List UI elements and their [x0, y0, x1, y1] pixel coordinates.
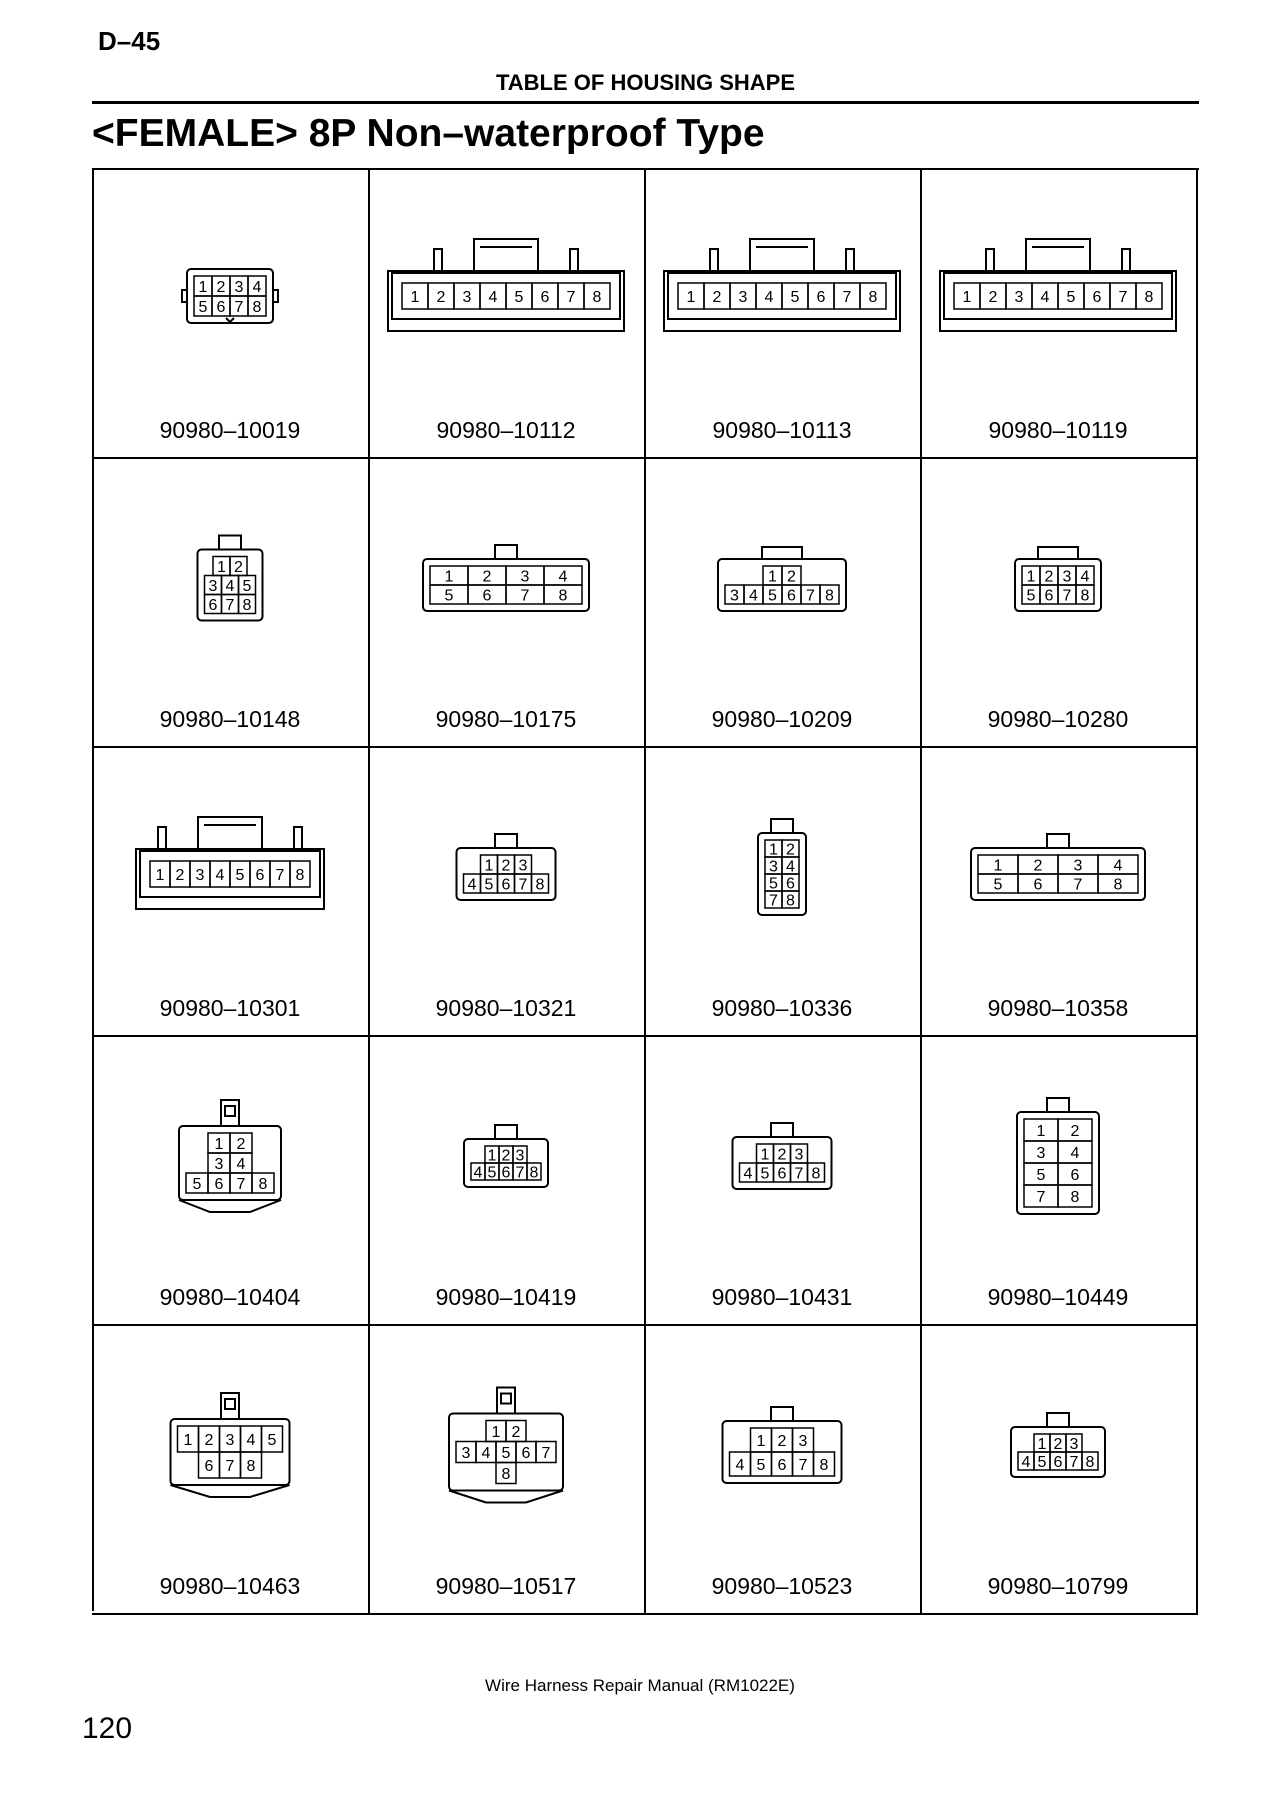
pin-number: 1 [1037, 1436, 1047, 1453]
pin-number: 5 [235, 867, 245, 884]
pin-number: 8 [1085, 1454, 1095, 1471]
pin-number: 2 [234, 559, 243, 576]
pin-number: 7 [225, 1458, 235, 1475]
pin-number: 3 [518, 857, 528, 875]
connector-diagram [92, 457, 368, 692]
pin-number: 3 [225, 1432, 235, 1449]
pin-number: 6 [208, 597, 218, 614]
pin-number: 3 [1014, 289, 1024, 306]
connector-diagram [92, 1324, 368, 1559]
pin-number: 6 [204, 1458, 214, 1475]
connector-cell [920, 746, 1198, 1037]
pin-number: 8 [811, 1165, 821, 1183]
pin-number: 4 [1070, 1145, 1080, 1162]
pin-number: 7 [1036, 1189, 1046, 1206]
connector-cell [92, 457, 370, 748]
pin-number: 5 [768, 587, 777, 605]
pin-number: 5 [1036, 1167, 1046, 1184]
pin-number: 4 [749, 587, 758, 605]
pin-number: 2 [175, 867, 185, 884]
connector-diagram [920, 1035, 1196, 1270]
connector-diagram [368, 746, 644, 981]
pin-number: 6 [787, 587, 796, 605]
pin-number: 7 [769, 892, 778, 910]
connector-diagram [644, 746, 920, 981]
pin-number: 6 [1092, 289, 1102, 306]
pin-number: 7 [1069, 1454, 1079, 1471]
pin-number: 8 [242, 597, 252, 614]
pin-number: 8 [258, 1176, 268, 1193]
connector-diagram [368, 1324, 644, 1559]
pin-number: 8 [558, 587, 568, 605]
connector-cell [92, 1035, 370, 1326]
pin-number: 4 [481, 1445, 491, 1462]
part-number: 90980–10419 [435, 1284, 577, 1310]
pin-number: 4 [735, 1457, 745, 1474]
pin-number: 5 [484, 876, 494, 894]
pin-number: 2 [501, 1147, 511, 1165]
part-number: 90980–10358 [987, 995, 1129, 1021]
part-number: 90980–10301 [159, 995, 301, 1021]
connector-diagram [644, 1324, 920, 1559]
pin-number: 2 [1070, 1123, 1080, 1140]
connector-diagram [92, 168, 368, 403]
pin-number: 4 [225, 578, 235, 595]
pin-number: 2 [988, 289, 998, 306]
pin-number: 1 [444, 568, 454, 586]
connector-cell [920, 1035, 1198, 1326]
connector-cell [920, 457, 1198, 748]
connector-cell [644, 1035, 922, 1326]
part-number: 90980–10404 [159, 1284, 301, 1310]
pin-number: 2 [712, 289, 722, 306]
pin-number: 4 [236, 1156, 246, 1173]
connector-cell [368, 457, 646, 748]
pin-number: 2 [501, 857, 511, 875]
pin-number: 2 [1033, 857, 1043, 875]
connector-cell [644, 1324, 922, 1615]
part-number: 90980–10463 [159, 1573, 301, 1599]
pin-number: 7 [566, 289, 576, 306]
pin-number: 1 [1036, 1123, 1046, 1140]
housing-shape-table [92, 168, 1199, 1611]
section-title: TABLE OF HOUSING SHAPE [495, 70, 796, 95]
pin-number: 2 [1053, 1436, 1063, 1453]
pin-number: 3 [1062, 568, 1072, 586]
pin-number: 4 [764, 289, 774, 306]
part-number: 90980–10209 [711, 706, 853, 732]
pin-number: 5 [769, 875, 778, 893]
pin-number: 7 [1118, 289, 1128, 306]
pin-number: 3 [1073, 857, 1083, 875]
pin-number: 3 [208, 578, 218, 595]
page-id: D–45 [98, 26, 161, 56]
pin-number: 6 [816, 289, 826, 306]
connector-diagram [920, 1324, 1196, 1559]
pin-number: 3 [214, 1156, 224, 1173]
pin-number: 5 [756, 1457, 766, 1474]
pin-number: 8 [819, 1457, 829, 1474]
pin-number: 7 [806, 587, 815, 605]
pin-number: 1 [410, 289, 420, 306]
pin-number: 2 [204, 1432, 214, 1449]
pin-number: 8 [252, 299, 262, 316]
pin-number: 5 [1037, 1454, 1047, 1471]
pin-number: 7 [541, 1445, 551, 1462]
pin-number: 3 [515, 1147, 525, 1165]
pin-number: 1 [491, 1424, 501, 1441]
pin-number: 3 [730, 587, 739, 605]
pin-number: 8 [1113, 876, 1123, 894]
pin-number: 3 [798, 1433, 808, 1450]
pin-number: 4 [215, 867, 225, 884]
pin-number: 6 [1044, 587, 1054, 605]
pin-number: 8 [295, 867, 305, 884]
part-number: 90980–10336 [711, 995, 853, 1021]
connector-cell [92, 746, 370, 1037]
pin-number: 7 [225, 597, 235, 614]
pin-number: 7 [842, 289, 852, 306]
connector-diagram [92, 1035, 368, 1270]
pin-number: 7 [1062, 587, 1072, 605]
pin-number: 5 [1026, 587, 1036, 605]
connector-diagram [368, 1035, 644, 1270]
pin-number: 8 [868, 289, 878, 306]
part-number: 90980–10280 [987, 706, 1129, 732]
pin-number: 1 [198, 279, 208, 296]
pin-number: 1 [768, 568, 777, 586]
pin-number: 2 [436, 289, 446, 306]
pin-number: 1 [214, 1136, 224, 1153]
pin-number: 6 [1070, 1167, 1080, 1184]
pin-number: 5 [444, 587, 454, 605]
pin-number: 1 [760, 1146, 770, 1164]
pin-number: 2 [511, 1424, 521, 1441]
pin-number: 3 [794, 1146, 804, 1164]
pin-number: 6 [521, 1445, 531, 1462]
pin-number: 5 [790, 289, 800, 306]
connector-diagram [644, 457, 920, 692]
connector-diagram [92, 746, 368, 981]
connector-diagram [920, 746, 1196, 981]
part-number: 90980–10523 [711, 1573, 853, 1599]
pin-number: 5 [267, 1432, 277, 1449]
pin-number: 8 [825, 587, 834, 605]
part-number: 90980–10019 [159, 417, 301, 443]
footer-manual-title: Wire Harness Repair Manual (RM1022E) [485, 1676, 795, 1695]
connector-cell [644, 168, 922, 459]
pin-number: 8 [786, 892, 795, 910]
pin-number: 6 [777, 1457, 787, 1474]
pin-number: 2 [777, 1433, 787, 1450]
pin-number: 3 [461, 1445, 471, 1462]
pin-number: 3 [1069, 1436, 1079, 1453]
pin-number: 6 [786, 875, 795, 893]
pin-number: 5 [487, 1164, 497, 1182]
part-number: 90980–10113 [712, 417, 852, 443]
pin-number: 6 [214, 1176, 224, 1193]
pin-number: 7 [234, 299, 244, 316]
connector-cell [644, 457, 922, 748]
part-number: 90980–10321 [435, 995, 577, 1021]
pin-number: 2 [786, 841, 795, 859]
pin-number: 7 [520, 587, 530, 605]
pin-number: 8 [529, 1164, 539, 1182]
connector-cell [368, 168, 646, 459]
pin-number: 6 [216, 299, 226, 316]
pin-number: 3 [738, 289, 748, 306]
pin-number: 1 [993, 857, 1003, 875]
pin-number: 2 [787, 568, 796, 586]
pin-number: 4 [488, 289, 498, 306]
pin-number: 3 [1036, 1145, 1046, 1162]
connector-cell [920, 1324, 1198, 1615]
pin-number: 8 [535, 876, 545, 894]
connector-cell [368, 746, 646, 1037]
pin-number: 8 [1144, 289, 1154, 306]
pin-number: 2 [482, 568, 492, 586]
pin-number: 5 [993, 876, 1003, 894]
pin-number: 7 [236, 1176, 246, 1193]
connector-diagram [368, 457, 644, 692]
pin-number: 7 [798, 1457, 808, 1474]
pin-number: 1 [1026, 568, 1036, 586]
pin-number: 6 [1033, 876, 1043, 894]
pin-number: 1 [484, 857, 494, 875]
pin-number: 1 [756, 1433, 766, 1450]
pin-number: 4 [558, 568, 568, 586]
pin-number: 8 [592, 289, 602, 306]
pin-number: 7 [794, 1165, 804, 1183]
pin-number: 3 [462, 289, 472, 306]
pin-number: 6 [1053, 1454, 1063, 1471]
pin-number: 4 [1021, 1454, 1031, 1471]
pin-number: 4 [743, 1165, 753, 1183]
part-number: 90980–10431 [711, 1284, 853, 1310]
pin-number: 1 [183, 1432, 193, 1449]
pin-number: 5 [192, 1176, 202, 1193]
pin-number: 6 [255, 867, 265, 884]
pin-number: 6 [501, 1164, 511, 1182]
pin-number: 5 [514, 289, 524, 306]
pin-number: 1 [769, 841, 778, 859]
pin-number: 5 [242, 578, 252, 595]
connector-cell [368, 1035, 646, 1326]
pin-number: 8 [501, 1466, 511, 1483]
part-number: 90980–10449 [987, 1284, 1129, 1310]
pin-number: 6 [482, 587, 492, 605]
connector-cell [368, 1324, 646, 1615]
pin-number: 4 [786, 858, 795, 876]
pin-number: 2 [777, 1146, 787, 1164]
part-number: 90980–10112 [436, 417, 576, 443]
pin-number: 3 [234, 279, 244, 296]
pin-number: 3 [195, 867, 205, 884]
pin-number: 4 [1040, 289, 1050, 306]
pin-number: 6 [777, 1165, 787, 1183]
pin-number: 5 [1066, 289, 1076, 306]
page-number: 120 [82, 1712, 133, 1745]
part-number: 90980–10148 [159, 706, 301, 732]
pin-number: 4 [1113, 857, 1123, 875]
connector-cell [92, 168, 370, 459]
pin-number: 7 [1073, 876, 1083, 894]
pin-number: 2 [1044, 568, 1054, 586]
pin-number: 7 [518, 876, 528, 894]
pin-number: 5 [760, 1165, 770, 1183]
pin-number: 3 [769, 858, 778, 876]
pin-number: 6 [540, 289, 550, 306]
connector-cell [920, 168, 1198, 459]
pin-number: 8 [1070, 1189, 1080, 1206]
pin-number: 7 [515, 1164, 525, 1182]
page-title: <FEMALE> 8P Non–waterproof Type [92, 112, 765, 155]
pin-number: 7 [275, 867, 285, 884]
connector-diagram [920, 168, 1196, 403]
connector-cell [92, 1324, 370, 1615]
pin-number: 4 [246, 1432, 256, 1449]
connector-diagram [920, 457, 1196, 692]
pin-number: 5 [198, 299, 208, 316]
part-number: 90980–10517 [435, 1573, 577, 1599]
pin-number: 2 [216, 279, 226, 296]
part-number: 90980–10175 [435, 706, 577, 732]
pin-number: 3 [520, 568, 530, 586]
pin-number: 8 [1080, 587, 1090, 605]
header-rule [92, 101, 1199, 104]
pin-number: 4 [473, 1164, 483, 1182]
connector-diagram [644, 168, 920, 403]
pin-number: 1 [962, 289, 972, 306]
pin-number: 1 [217, 559, 226, 576]
pin-number: 1 [155, 867, 165, 884]
pin-number: 6 [501, 876, 511, 894]
pin-number: 4 [467, 876, 477, 894]
pin-number: 2 [236, 1136, 246, 1153]
pin-number: 4 [1080, 568, 1090, 586]
part-number: 90980–10119 [988, 417, 1128, 443]
connector-diagram [368, 168, 644, 403]
connector-cell [644, 746, 922, 1037]
pin-number: 1 [686, 289, 696, 306]
pin-number: 5 [501, 1445, 511, 1462]
connector-diagram [644, 1035, 920, 1270]
pin-number: 8 [246, 1458, 256, 1475]
pin-number: 4 [252, 279, 262, 296]
part-number: 90980–10799 [987, 1573, 1129, 1599]
pin-number: 1 [487, 1147, 497, 1165]
